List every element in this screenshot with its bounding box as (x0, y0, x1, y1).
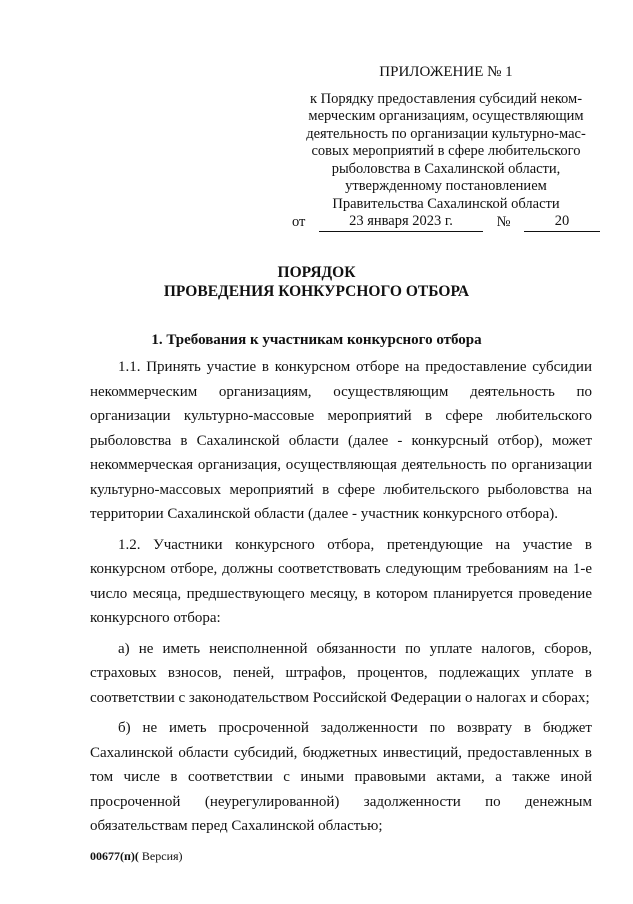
appendix-signature-line (292, 213, 600, 232)
appendix-line: деятельность по организации культурно-мас- (306, 125, 586, 142)
section-heading: 1. Требования к участникам конкурсного отбора (151, 332, 482, 348)
section-body (90, 355, 592, 845)
paragraph: б) не иметь просроченной задолженности по возврату в бюджет Сахалинской области субсидий, бюджетных инвестиций, предоставленных в том числе в соответствии с иными правовыми актами, а также иной просроченной (неурегулированной) задолженности по денежным обязательствам перед Сахалинской областью; (90, 720, 592, 834)
document-title-line2: ПРОВЕДЕНИЯ КОНКУРСНОГО ОТБОРА (163, 283, 470, 300)
appendix-line: к Порядку предоставления субсидий неком- (309, 90, 583, 107)
footer-version: Версия) (138, 849, 183, 863)
paragraph: а) не иметь неисполненной обязанности по уплате налогов, сборов, страховых взносов, пеней, штрафов, процентов, подлежащих уплате в соответствии с законодательством Российской Федерации о налогах и сборах; (90, 640, 592, 706)
appendix-line: Правительства Сахалинской области (332, 195, 560, 212)
appendix-line: совых мероприятий в сфере любительского (311, 143, 581, 159)
appendix-title: ПРИЛОЖЕНИЕ № 1 (379, 64, 513, 80)
paragraph: 1.2. Участники конкурсного отбора, претендующие на участие в конкурсном отборе, должны соответствовать следующим требованиям на 1-е число месяца, предшествующего месяцу, в котором планируется проведение конкурсного отбора: (90, 536, 592, 626)
footer-code-text: 00677(п)( (90, 849, 139, 863)
footer-code (90, 849, 183, 864)
paragraph: 1.1. Принять участие в конкурсном отборе на предоставление субсидии некоммерческим организациям, осуществляющим деятельность по организации культурно-массовые мероприятий в сфере любительского рыболовства в Сахалинской области (далее - конкурсный отбор), может некоммерческая организация, осуществляющая деятельность по организации культурно-массовых мероприятий в сфере любительского рыболовства на территории Сахалинской области (далее - участник конкурсного отбора). (90, 359, 592, 522)
decree-number: 20 (524, 213, 600, 232)
document-title (0, 263, 633, 301)
document-title-line1: ПОРЯДОК (277, 264, 356, 281)
appendix-line: утвержденному постановлением (345, 178, 547, 194)
appendix-line: рыболовства в Сахалинской области, (331, 160, 561, 177)
appendix-block (292, 64, 600, 232)
appendix-line: мерческим организациям, осуществляющим (308, 108, 584, 124)
from-label: от (292, 214, 306, 230)
decree-date: 23 января 2023 г. (319, 213, 483, 232)
number-label: № (496, 214, 511, 230)
